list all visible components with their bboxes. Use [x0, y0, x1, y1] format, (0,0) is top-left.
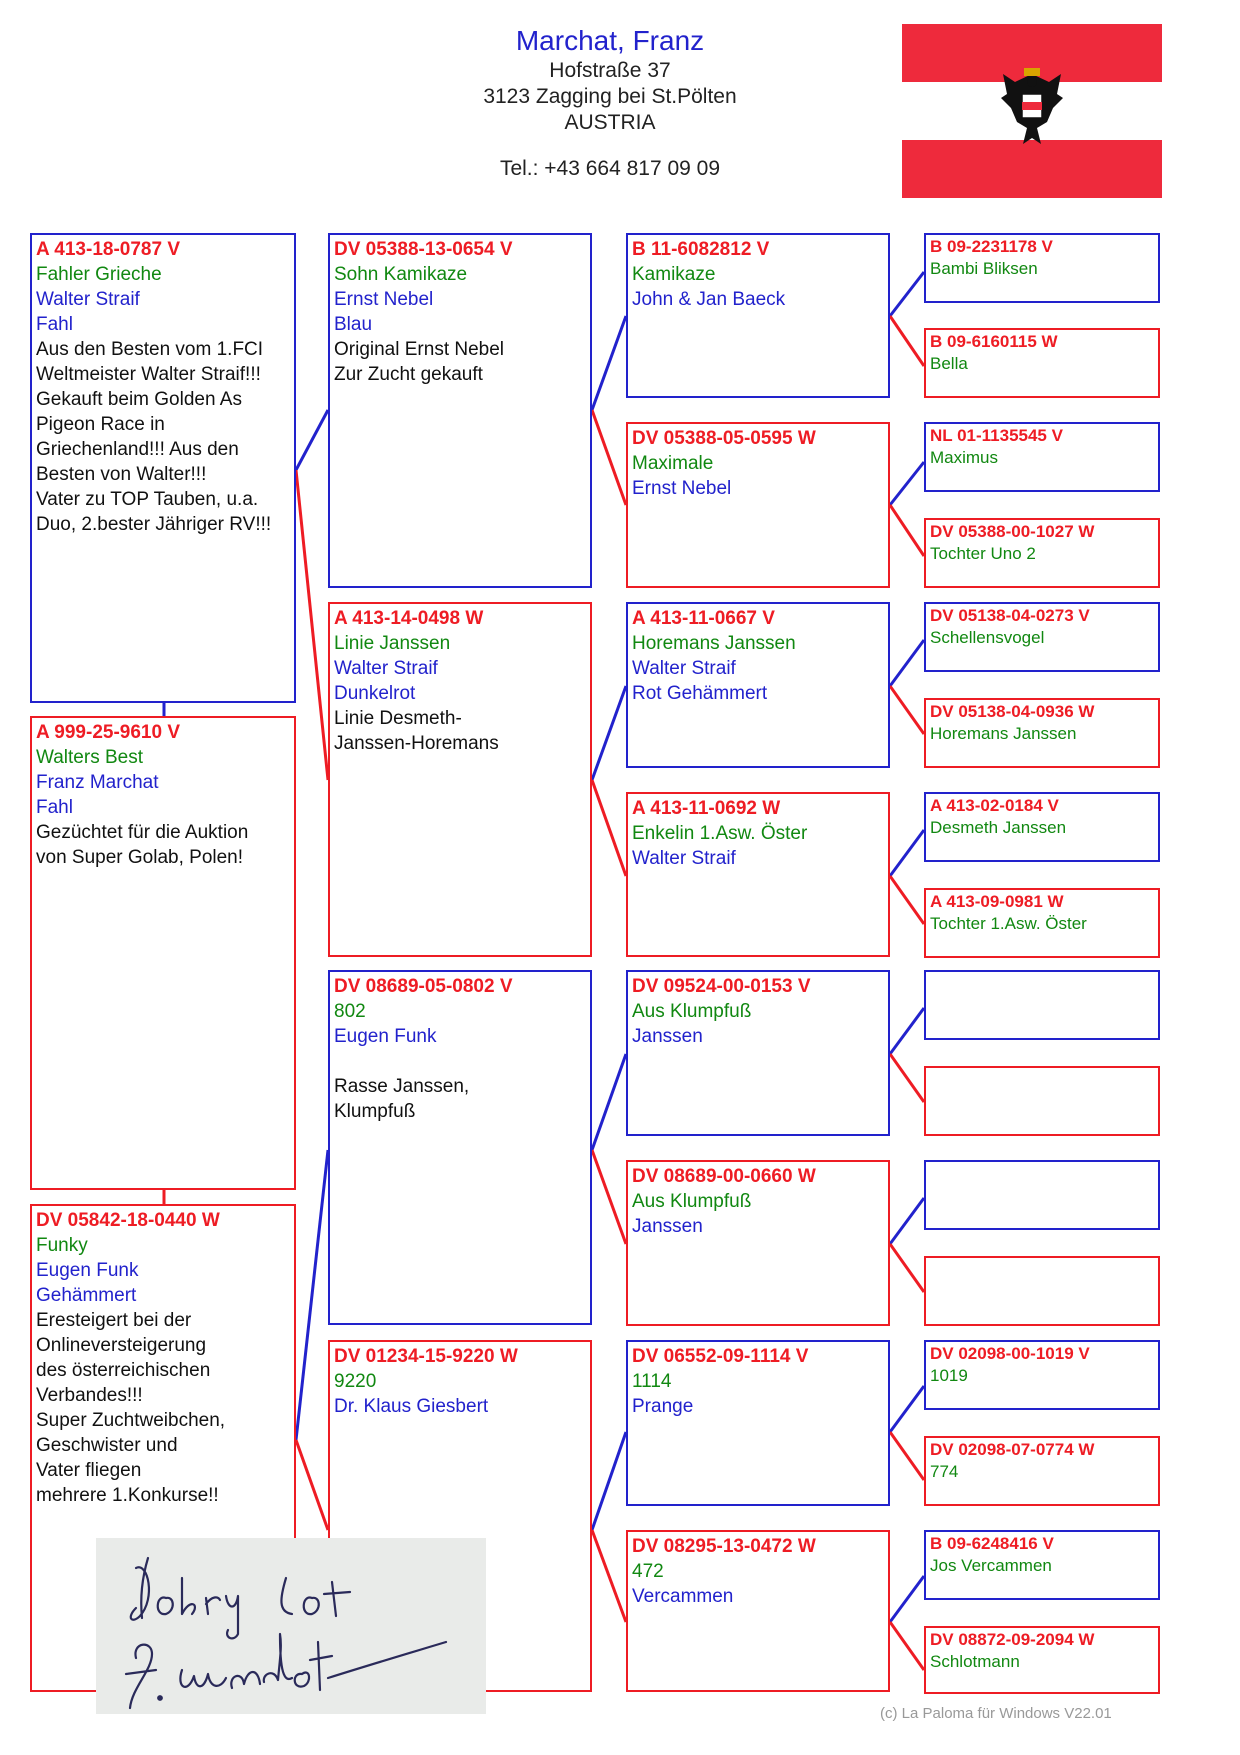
breeder-name: Vercammen: [632, 1586, 734, 1607]
bird-color: Fahl: [36, 797, 73, 818]
ring-number: A 413-18-0787 V: [36, 239, 181, 260]
ggp-card-6: [924, 698, 1160, 768]
ring-number: DV 05138-04-0936 W: [930, 702, 1095, 721]
ring-number: DV 08872-09-2094 W: [930, 1630, 1095, 1649]
bird-remark: Original Ernst Nebel Zur Zucht gekauft: [334, 339, 505, 385]
bird-name: Tochter Uno 2: [930, 544, 1036, 563]
ring-number: DV 08295-13-0472 W: [632, 1536, 816, 1557]
bird-name: Fahler Grieche: [36, 264, 162, 285]
ggp-card-4: [924, 518, 1160, 588]
ring-number: DV 08689-00-0660 W: [632, 1166, 816, 1187]
breeder-name: Eugen Funk: [334, 1026, 437, 1047]
bird-name: 9220: [334, 1371, 377, 1392]
bird-name: 1114: [632, 1371, 672, 1392]
breeder-phone: Tel.: +43 664 817 09 09: [499, 157, 721, 180]
grandparent-card-8: [626, 1530, 890, 1692]
bird-name: 774: [930, 1462, 959, 1481]
bird-remark: Linie Desmeth- Janssen-Horemans: [334, 708, 499, 754]
breeder-street: Hofstraße 37: [549, 59, 671, 82]
bird-name: Bambi Bliksen: [930, 259, 1038, 278]
parent-card-2: [328, 602, 592, 957]
bird-name: 1019: [930, 1366, 968, 1385]
breeder-name: Ernst Nebel: [632, 478, 732, 499]
breeder-name: Marchat, Franz: [515, 25, 705, 56]
ring-number: DV 08689-05-0802 V: [334, 976, 513, 997]
ggp-card-16: [924, 1626, 1160, 1694]
ring-number: A 413-02-0184 V: [930, 796, 1059, 815]
breeder-name: Dr. Klaus Giesbert: [334, 1396, 489, 1417]
breeder-name: Prange: [632, 1396, 694, 1417]
parent-card-3: [328, 970, 592, 1325]
ring-number: DV 05138-04-0273 V: [930, 606, 1090, 625]
ggp-card-3: [924, 422, 1160, 492]
breeder-name: Janssen: [632, 1216, 703, 1237]
breeder-name: Walter Straif: [632, 848, 736, 869]
main-bird-card: [30, 233, 296, 703]
ring-number: DV 05388-13-0654 V: [334, 239, 513, 260]
ggp-card-1: [924, 233, 1160, 303]
bird-name: Desmeth Janssen: [930, 818, 1067, 837]
bird-name: Horemans Janssen: [930, 724, 1077, 743]
breeder-name: John & Jan Baeck: [632, 289, 786, 310]
ring-number: DV 05388-05-0595 W: [632, 428, 816, 449]
software-footer: (c) La Paloma für Windows V22.01: [880, 1705, 1112, 1722]
ring-number: DV 01234-15-9220 W: [334, 1346, 518, 1367]
ring-number: DV 02098-07-0774 W: [930, 1440, 1095, 1459]
ring-number: DV 05842-18-0440 W: [36, 1210, 220, 1231]
bird-name: Sohn Kamikaze: [334, 264, 468, 285]
breeder-name: Walter Straif: [36, 289, 140, 310]
bird-name: Bella: [930, 354, 968, 373]
breeder-city: 3123 Zagging bei St.Pölten: [483, 85, 737, 108]
ggp-card-8: [924, 888, 1160, 958]
grandparent-card-6: [626, 1160, 890, 1326]
bird-color: Gehämmert: [36, 1285, 137, 1306]
ring-number: NL 01-1135545 V: [930, 426, 1063, 445]
ggp-card-9: [924, 970, 1160, 1040]
ggp-card-11: [924, 1160, 1160, 1230]
ggp-card-14: [924, 1436, 1160, 1506]
bird-name: 802: [334, 1001, 366, 1022]
ring-number: DV 05388-00-1027 W: [930, 522, 1095, 541]
ring-number: A 413-11-0667 V: [632, 608, 775, 629]
ggp-card-7: [924, 792, 1160, 862]
ggp-card-13: [924, 1340, 1160, 1410]
breeder-name: Janssen: [632, 1026, 703, 1047]
bird-color: [334, 1049, 586, 1074]
breeder-name: Franz Marchat: [36, 772, 159, 793]
ring-number: DV 09524-00-0153 V: [632, 976, 811, 997]
breeder-country: AUSTRIA: [564, 111, 656, 134]
bird-name: Jos Vercammen: [930, 1556, 1052, 1575]
ring-number: B 09-2231178 V: [930, 237, 1053, 256]
ggp-card-15: [924, 1530, 1160, 1600]
bird-color: Fahl: [36, 314, 73, 335]
breeder-name: Walter Straif: [632, 658, 736, 679]
ring-number: A 999-25-9610 V: [36, 722, 181, 743]
bird-name: Tochter 1.Asw. Öster: [930, 914, 1087, 933]
breeder-name: Eugen Funk: [36, 1260, 139, 1281]
handwritten-signature: [96, 1538, 486, 1714]
breeder-name: Walter Straif: [334, 658, 438, 679]
bird-color: Dunkelrot: [334, 683, 416, 704]
bird-name: Funky: [36, 1235, 88, 1256]
bird-name: Horemans Janssen: [632, 633, 796, 654]
bird-name: Schlotmann: [930, 1652, 1020, 1671]
ring-number: B 11-6082812 V: [632, 239, 770, 260]
ggp-card-2: [924, 328, 1160, 398]
bird-color: Rot Gehämmert: [632, 683, 768, 704]
grandparent-card-3: [626, 602, 890, 768]
grandparent-card-5: [626, 970, 890, 1136]
bird-name: Maximus: [930, 448, 999, 467]
bird-name: Walters Best: [36, 747, 143, 768]
bird-name: Schellensvogel: [930, 628, 1045, 647]
ring-number: DV 06552-09-1114 V: [632, 1346, 809, 1367]
bird-name: Maximale: [632, 453, 714, 474]
bird-name: Aus Klumpfuß: [632, 1191, 752, 1212]
ggp-card-10: [924, 1066, 1160, 1136]
ring-number: A 413-09-0981 W: [930, 892, 1064, 911]
bird-remark: Aus den Besten vom 1.FCI Weltmeister Walter Straif!!! Gekauft beim Golden As Pigeon Race in Griechenland!!! Aus den Besten von Walter!!! Vater zu TOP Tauben, u.a. Duo, 2.bester Jähriger RV!!!: [36, 339, 272, 535]
grandparent-card-7: [626, 1340, 890, 1506]
ring-number: A 413-14-0498 W: [334, 608, 484, 629]
bird-color: Blau: [334, 314, 373, 335]
ring-number: A 413-11-0692 W: [632, 798, 781, 819]
ggp-card-5: [924, 602, 1160, 672]
bird-name: Aus Klumpfuß: [632, 1001, 752, 1022]
ring-number: B 09-6248416 V: [930, 1534, 1054, 1553]
grandparent-card-4: [626, 792, 890, 957]
ggp-card-12: [924, 1256, 1160, 1326]
bird-remark: Rasse Janssen, Klumpfuß: [334, 1076, 470, 1122]
parent-card-1: [328, 233, 592, 588]
bird-name: Kamikaze: [632, 264, 716, 285]
bird-name: Enkelin 1.Asw. Öster: [632, 823, 808, 844]
grandparent-card-2: [626, 422, 890, 588]
bird-name: 472: [632, 1561, 664, 1582]
second-bird-card: [30, 716, 296, 1190]
ring-number: B 09-6160115 W: [930, 332, 1058, 351]
breeder-name: Ernst Nebel: [334, 289, 434, 310]
grandparent-card-1: [626, 233, 890, 398]
bird-remark: Eresteigert bei der Onlineversteigerung des österreichischen Verbandes!!! Super Zuchtweibchen, Geschwister und Vater fliegen mehrere 1.Konkurse!!: [36, 1310, 226, 1506]
bird-name: Linie Janssen: [334, 633, 451, 654]
ring-number: DV 02098-00-1019 V: [930, 1344, 1090, 1363]
bird-remark: Gezüchtet für die Auktion von Super Golab, Polen!: [36, 822, 249, 868]
